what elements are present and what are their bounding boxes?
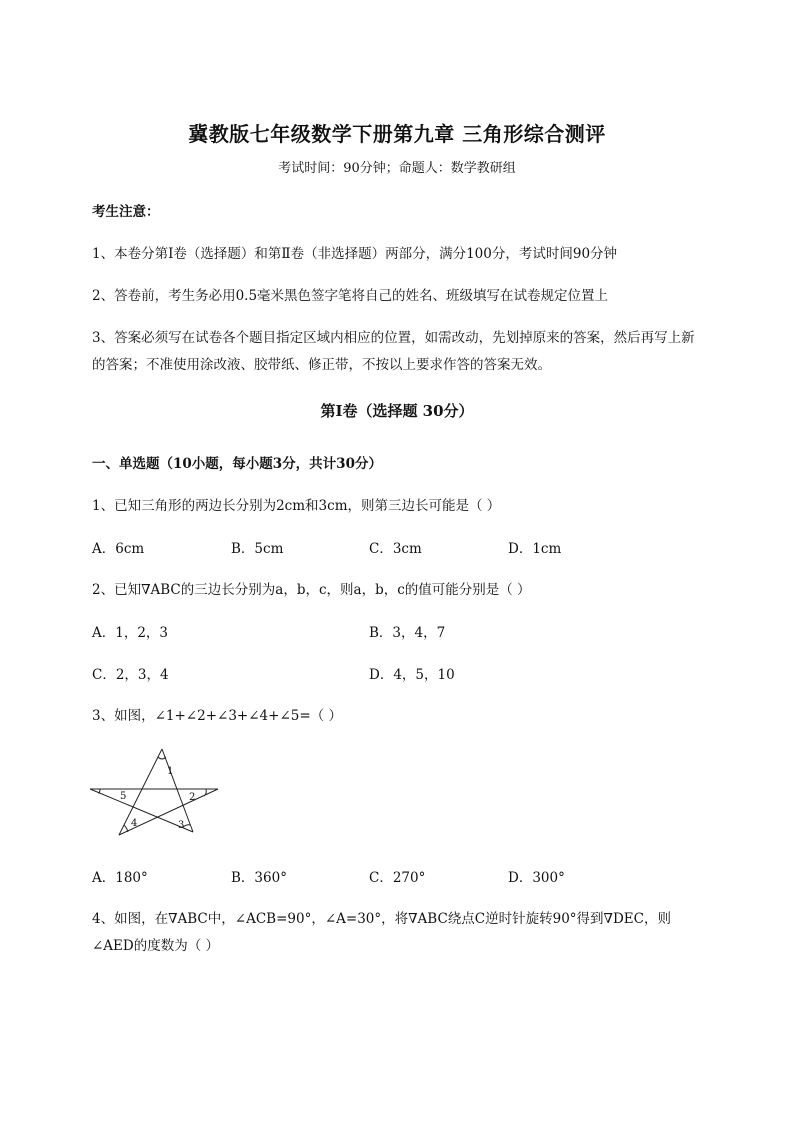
question-stem: 3、如图，∠1+∠2+∠3+∠4+∠5=（ ） (92, 708, 342, 724)
question-stem-continued: ∠AED的度数为（ ） (92, 938, 220, 954)
option-a[interactable]: A．6cm (92, 541, 145, 557)
option-c[interactable]: C．2，3，4 (92, 667, 169, 683)
option-c[interactable]: C．270° (369, 870, 426, 886)
section-title: 第I卷（选择题 30分） (320, 402, 474, 420)
option-b[interactable]: B．3，4，7 (369, 625, 446, 641)
angle-label-2: 2 (189, 792, 196, 803)
question-stem: 4、如图，在∇ABC中，∠ACB=90°，∠A=30°，将∇ABC绕点C逆时针旋转90°得到∇DEC，则 (92, 911, 671, 927)
option-d[interactable]: D．1cm (508, 541, 562, 557)
notice-item: 3、答案必须写在试卷各个题目指定区域内相应的位置，如需改动，先划掉原来的答案，然后再写上新 (92, 330, 695, 346)
option-d[interactable]: D．4，5，10 (369, 667, 455, 683)
star-figure (88, 745, 223, 840)
notice-item: 2、答卷前，考生务必用0.5毫米黑色签字笔将自己的姓名、班级填写在试卷规定位置上 (92, 288, 609, 304)
question-stem: 2、已知∇ABC的三边长分别为a，b，c，则a，b，c的值可能分别是（ ） (92, 582, 531, 598)
option-c[interactable]: C．3cm (369, 541, 422, 557)
exam-info: 考试时间：90分钟；命题人：数学教研组 (278, 161, 516, 176)
notice-item: 1、本卷分第I卷（选择题）和第Ⅱ卷（非选择题）两部分，满分100分，考试时间90分钟 (92, 246, 618, 262)
angle-arc (124, 825, 128, 832)
star-diagram (88, 745, 223, 840)
angle-label-5: 5 (120, 791, 127, 802)
option-b[interactable]: B．5cm (231, 541, 284, 557)
part-heading: 一、单选题（10小题，每小题3分，共计30分） (92, 456, 382, 472)
option-a[interactable]: A．180° (92, 870, 148, 886)
page-title: 冀教版七年级数学下册第九章 三角形综合测评 (188, 122, 606, 146)
option-b[interactable]: B．360° (231, 870, 287, 886)
angle-label-4: 4 (131, 818, 138, 829)
notice-item: 的答案；不准使用涂改液、胶带纸、修正带，不按以上要求作答的答案无效。 (92, 357, 551, 373)
question-stem: 1、已知三角形的两边长分别为2cm和3cm，则第三边长可能是（ ） (92, 498, 501, 514)
notice-heading: 考生注意： (92, 204, 160, 220)
angle-label-3: 3 (178, 820, 185, 831)
angle-label-1: 1 (167, 766, 174, 777)
option-a[interactable]: A．1，2，3 (92, 625, 169, 641)
option-d[interactable]: D．300° (508, 870, 565, 886)
